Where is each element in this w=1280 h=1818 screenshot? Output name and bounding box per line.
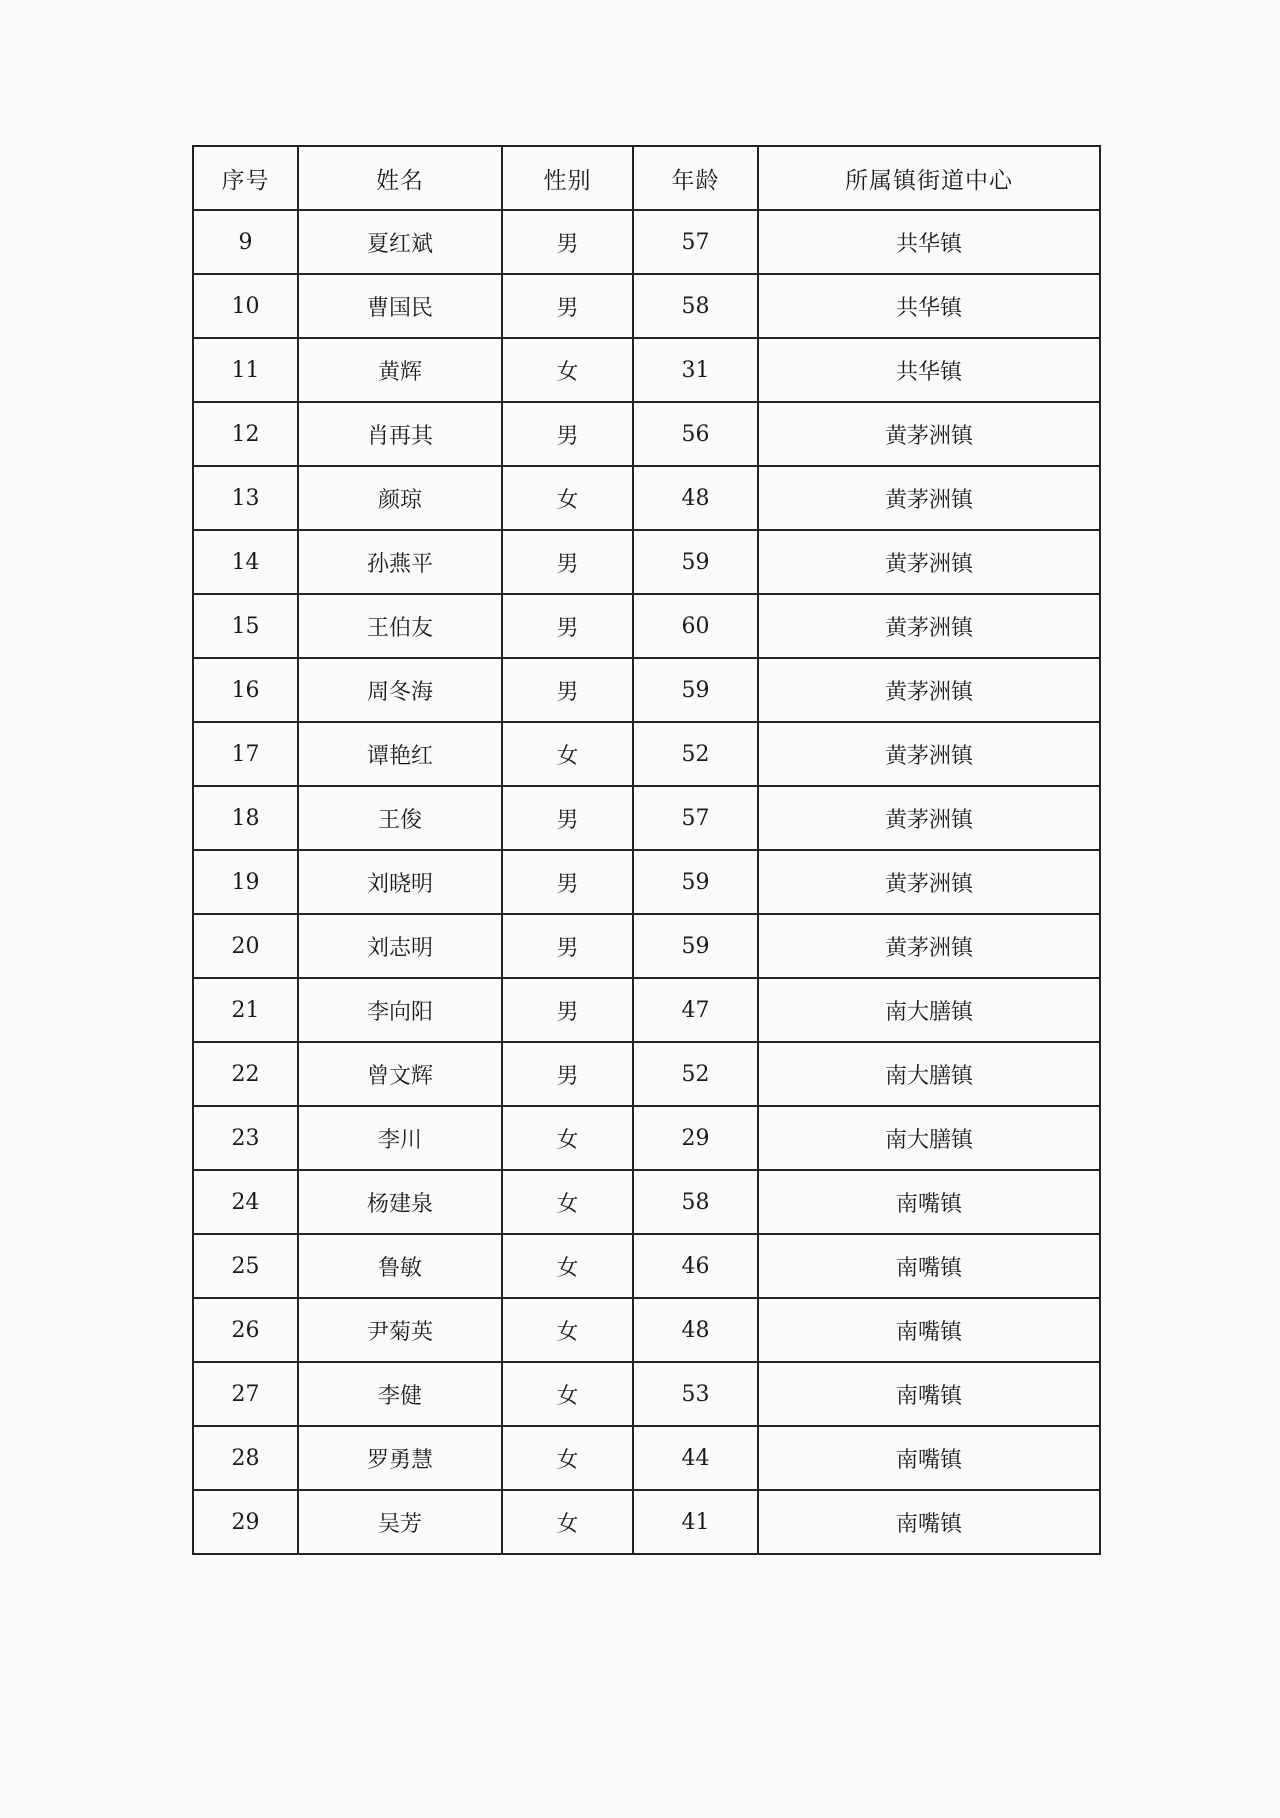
cell-town: 南大膳镇 <box>758 1042 1100 1106</box>
cell-age: 58 <box>633 1170 758 1234</box>
table-row <box>193 210 1100 274</box>
cell-town: 黄茅洲镇 <box>758 402 1100 466</box>
cell-town: 黄茅洲镇 <box>758 914 1100 978</box>
cell-name: 李向阳 <box>298 978 502 1042</box>
cell-age: 52 <box>633 722 758 786</box>
table-row <box>193 1042 1100 1106</box>
cell-gender: 男 <box>502 210 633 274</box>
header-age: 年龄 <box>633 146 758 210</box>
cell-age: 31 <box>633 338 758 402</box>
cell-name: 肖再其 <box>298 402 502 466</box>
cell-name: 李川 <box>298 1106 502 1170</box>
table-row <box>193 594 1100 658</box>
table-row <box>193 978 1100 1042</box>
cell-serial-number: 22 <box>193 1042 298 1106</box>
table-row <box>193 402 1100 466</box>
cell-age: 57 <box>633 786 758 850</box>
cell-serial-number: 28 <box>193 1426 298 1490</box>
cell-age: 29 <box>633 1106 758 1170</box>
table-row <box>193 1362 1100 1426</box>
cell-town: 黄茅洲镇 <box>758 658 1100 722</box>
header-gender: 性别 <box>502 146 633 210</box>
table-row <box>193 274 1100 338</box>
cell-town: 共华镇 <box>758 338 1100 402</box>
cell-age: 59 <box>633 914 758 978</box>
cell-name: 曾文辉 <box>298 1042 502 1106</box>
cell-serial-number: 12 <box>193 402 298 466</box>
cell-age: 57 <box>633 210 758 274</box>
cell-gender: 男 <box>502 274 633 338</box>
cell-age: 48 <box>633 466 758 530</box>
cell-name: 周冬海 <box>298 658 502 722</box>
cell-name: 刘晓明 <box>298 850 502 914</box>
table-row <box>193 1298 1100 1362</box>
table-row <box>193 850 1100 914</box>
table-row <box>193 466 1100 530</box>
cell-town: 共华镇 <box>758 274 1100 338</box>
table-row <box>193 1106 1100 1170</box>
cell-age: 52 <box>633 1042 758 1106</box>
table-header <box>193 146 1100 210</box>
table-row <box>193 1234 1100 1298</box>
table-row <box>193 1170 1100 1234</box>
table-row <box>193 530 1100 594</box>
cell-name: 杨建泉 <box>298 1170 502 1234</box>
cell-age: 46 <box>633 1234 758 1298</box>
table-row <box>193 914 1100 978</box>
cell-gender: 女 <box>502 1362 633 1426</box>
cell-serial-number: 21 <box>193 978 298 1042</box>
cell-name: 罗勇慧 <box>298 1426 502 1490</box>
table-row <box>193 786 1100 850</box>
cell-gender: 男 <box>502 1042 633 1106</box>
cell-serial-number: 11 <box>193 338 298 402</box>
cell-serial-number: 25 <box>193 1234 298 1298</box>
cell-serial-number: 24 <box>193 1170 298 1234</box>
cell-name: 颜琼 <box>298 466 502 530</box>
table-row <box>193 658 1100 722</box>
cell-gender: 男 <box>502 786 633 850</box>
header-row <box>193 146 1100 210</box>
personnel-table <box>192 145 1101 1555</box>
cell-gender: 男 <box>502 594 633 658</box>
cell-age: 56 <box>633 402 758 466</box>
cell-name: 刘志明 <box>298 914 502 978</box>
cell-town: 南嘴镇 <box>758 1234 1100 1298</box>
table-row <box>193 1426 1100 1490</box>
cell-serial-number: 18 <box>193 786 298 850</box>
cell-serial-number: 10 <box>193 274 298 338</box>
cell-name: 夏红斌 <box>298 210 502 274</box>
cell-name: 鲁敏 <box>298 1234 502 1298</box>
cell-town: 黄茅洲镇 <box>758 786 1100 850</box>
cell-age: 59 <box>633 850 758 914</box>
cell-gender: 女 <box>502 466 633 530</box>
cell-gender: 男 <box>502 658 633 722</box>
cell-town: 黄茅洲镇 <box>758 594 1100 658</box>
table-row <box>193 722 1100 786</box>
cell-gender: 男 <box>502 978 633 1042</box>
cell-name: 王伯友 <box>298 594 502 658</box>
cell-age: 48 <box>633 1298 758 1362</box>
cell-age: 41 <box>633 1490 758 1554</box>
cell-gender: 女 <box>502 1234 633 1298</box>
cell-age: 59 <box>633 530 758 594</box>
cell-gender: 女 <box>502 1490 633 1554</box>
cell-serial-number: 19 <box>193 850 298 914</box>
header-serial-number: 序号 <box>193 146 298 210</box>
cell-town: 南嘴镇 <box>758 1490 1100 1554</box>
cell-age: 59 <box>633 658 758 722</box>
cell-serial-number: 15 <box>193 594 298 658</box>
cell-name: 王俊 <box>298 786 502 850</box>
table-body <box>193 210 1100 1554</box>
cell-name: 李健 <box>298 1362 502 1426</box>
cell-age: 60 <box>633 594 758 658</box>
cell-name: 谭艳红 <box>298 722 502 786</box>
header-town: 所属镇街道中心 <box>758 146 1100 210</box>
cell-serial-number: 27 <box>193 1362 298 1426</box>
cell-town: 黄茅洲镇 <box>758 530 1100 594</box>
cell-town: 南嘴镇 <box>758 1426 1100 1490</box>
cell-serial-number: 14 <box>193 530 298 594</box>
cell-name: 尹菊英 <box>298 1298 502 1362</box>
cell-gender: 男 <box>502 850 633 914</box>
cell-gender: 女 <box>502 722 633 786</box>
cell-gender: 男 <box>502 530 633 594</box>
cell-town: 共华镇 <box>758 210 1100 274</box>
cell-serial-number: 13 <box>193 466 298 530</box>
cell-town: 南嘴镇 <box>758 1298 1100 1362</box>
cell-serial-number: 9 <box>193 210 298 274</box>
cell-name: 黄辉 <box>298 338 502 402</box>
cell-town: 黄茅洲镇 <box>758 466 1100 530</box>
cell-town: 南嘴镇 <box>758 1362 1100 1426</box>
cell-town: 南大膳镇 <box>758 978 1100 1042</box>
cell-age: 53 <box>633 1362 758 1426</box>
cell-name: 孙燕平 <box>298 530 502 594</box>
cell-town: 南大膳镇 <box>758 1106 1100 1170</box>
cell-gender: 女 <box>502 1106 633 1170</box>
cell-serial-number: 26 <box>193 1298 298 1362</box>
cell-gender: 男 <box>502 402 633 466</box>
cell-serial-number: 20 <box>193 914 298 978</box>
cell-name: 曹国民 <box>298 274 502 338</box>
cell-town: 黄茅洲镇 <box>758 850 1100 914</box>
cell-town: 黄茅洲镇 <box>758 722 1100 786</box>
cell-age: 47 <box>633 978 758 1042</box>
table-row <box>193 338 1100 402</box>
cell-gender: 女 <box>502 338 633 402</box>
cell-town: 南嘴镇 <box>758 1170 1100 1234</box>
cell-serial-number: 16 <box>193 658 298 722</box>
cell-gender: 女 <box>502 1170 633 1234</box>
cell-serial-number: 23 <box>193 1106 298 1170</box>
cell-age: 44 <box>633 1426 758 1490</box>
cell-gender: 女 <box>502 1426 633 1490</box>
cell-serial-number: 29 <box>193 1490 298 1554</box>
cell-gender: 女 <box>502 1298 633 1362</box>
header-name: 姓名 <box>298 146 502 210</box>
cell-name: 吴芳 <box>298 1490 502 1554</box>
table-row <box>193 1490 1100 1554</box>
cell-serial-number: 17 <box>193 722 298 786</box>
cell-gender: 男 <box>502 914 633 978</box>
cell-age: 58 <box>633 274 758 338</box>
